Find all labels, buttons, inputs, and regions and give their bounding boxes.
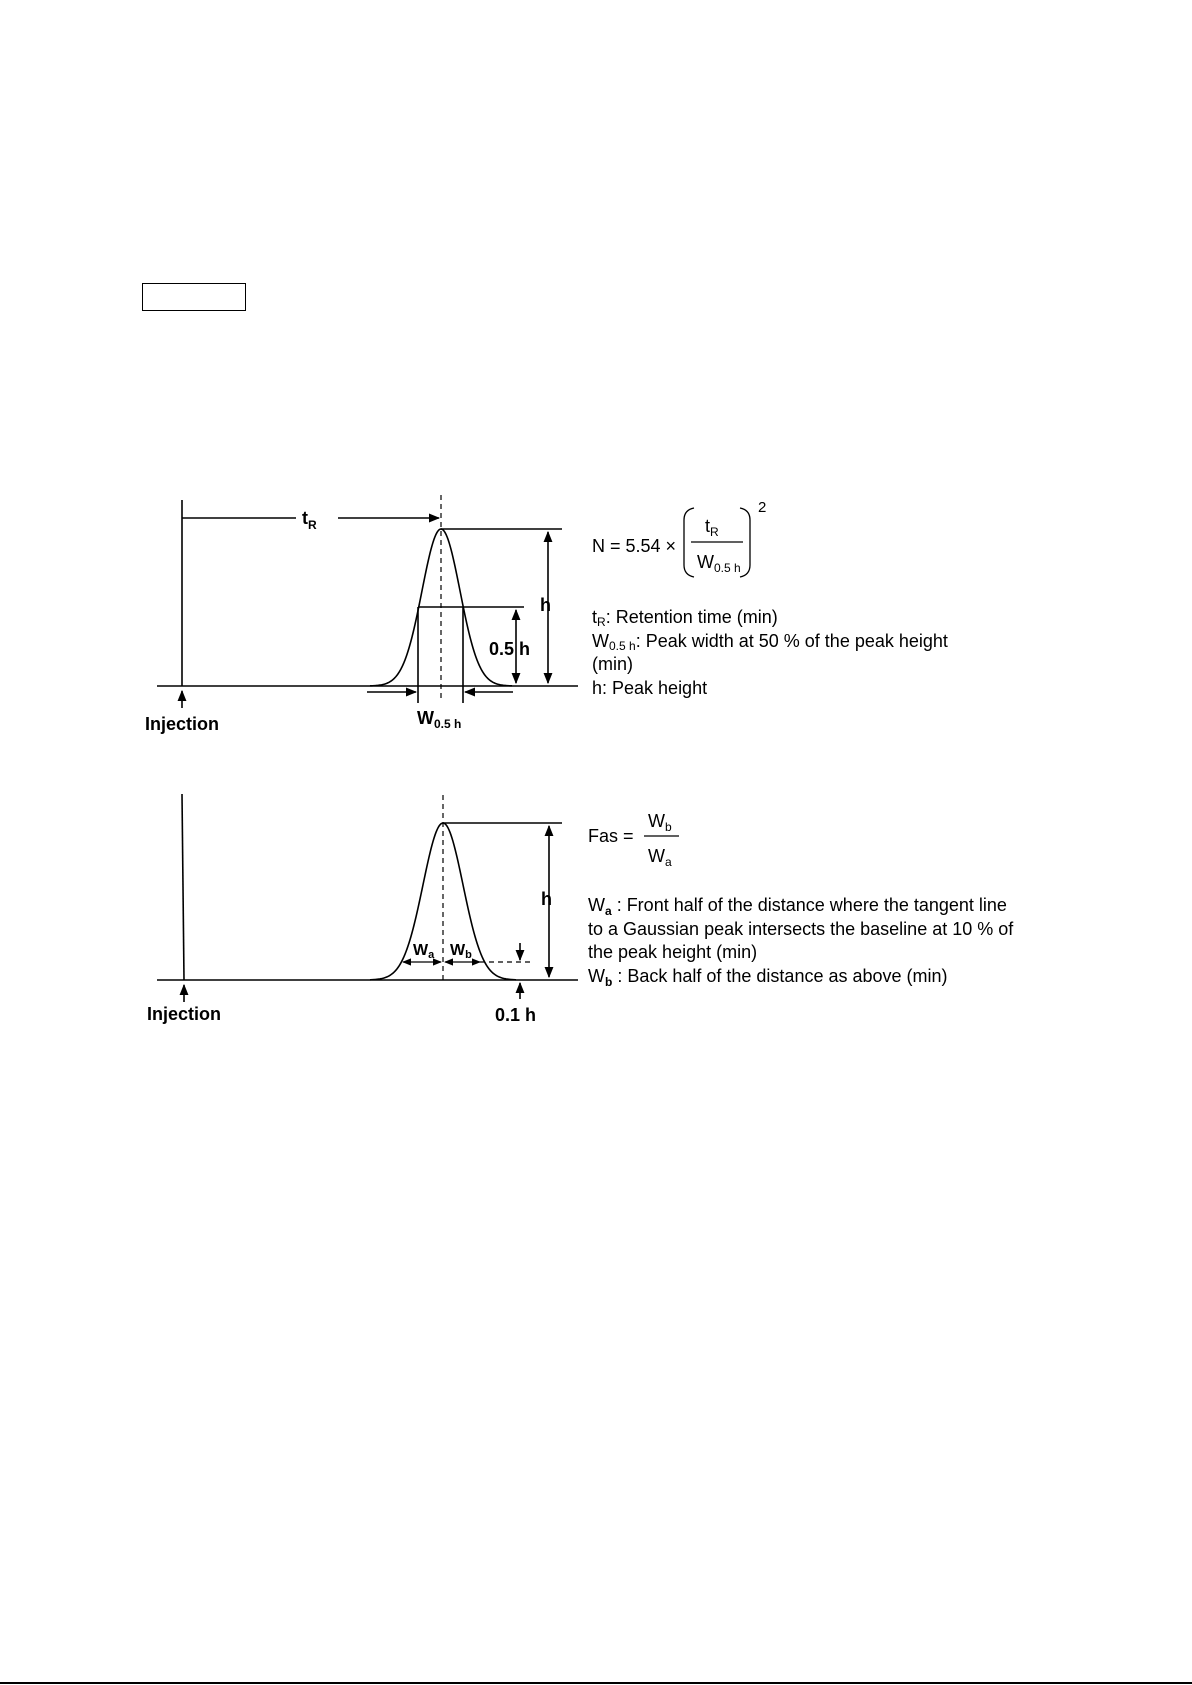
fig2-formula-denominator: $W_a$ [648, 846, 672, 869]
fig2-def-wa-line3: the peak height (min) [588, 942, 758, 962]
fig1-width-label: $W_{0.5 h}$ [417, 708, 462, 731]
fig1-def-h: h: Peak height [592, 678, 708, 698]
fig2-wa-label: Wa [413, 942, 435, 961]
fig1-formula-exponent: 2 [758, 499, 767, 516]
fig1-h-label: h [540, 595, 551, 615]
fig2-def-wa-line2: to a Gaussian peak intersects the baseline at 10 % of [588, 919, 1014, 939]
fig1-tR-label: $t_R$ [302, 508, 317, 532]
fig2-tenth-h-label: 0.1 h [495, 1005, 537, 1025]
fig1-formula-denominator: $W_{0.5 h}$ [697, 552, 741, 575]
figure-2-labels [147, 811, 1014, 1025]
figure-1 [157, 495, 750, 708]
fig1-formula-lhs: N = 5.54 × [592, 536, 677, 556]
fig2-injection-line [182, 794, 184, 980]
fig1-formula-numerator: $t_R$ [705, 516, 719, 539]
page-footer-rule [0, 1682, 1192, 1684]
figure-1-labels [145, 499, 948, 734]
fig2-h-label: h [541, 889, 552, 909]
fig2-injection-label: Injection [147, 1004, 222, 1024]
fig2-def-wb: $W_b$ : Back half of the distance as above (min) [588, 966, 948, 989]
fig1-half-h-label: 0.5 h [489, 639, 531, 659]
fig1-def-width-cont: (min) [592, 654, 633, 674]
fig1-def-tR: tR: Retention time (min) [592, 607, 778, 629]
fig2-formula-lhs: Fas = [588, 826, 634, 846]
fig2-wb-label: Wb [450, 942, 472, 961]
fig2-def-wa-line1: $W_a$ : Front half of the distance where the tangent line [588, 895, 1007, 918]
fig2-gaussian-peak [370, 823, 516, 980]
fig1-injection-label: Injection [145, 714, 220, 734]
fig2-formula-numerator: $W_b$ [648, 811, 672, 834]
fig1-def-width: W0.5 h: Peak width at 50 % of the peak height [592, 631, 948, 653]
